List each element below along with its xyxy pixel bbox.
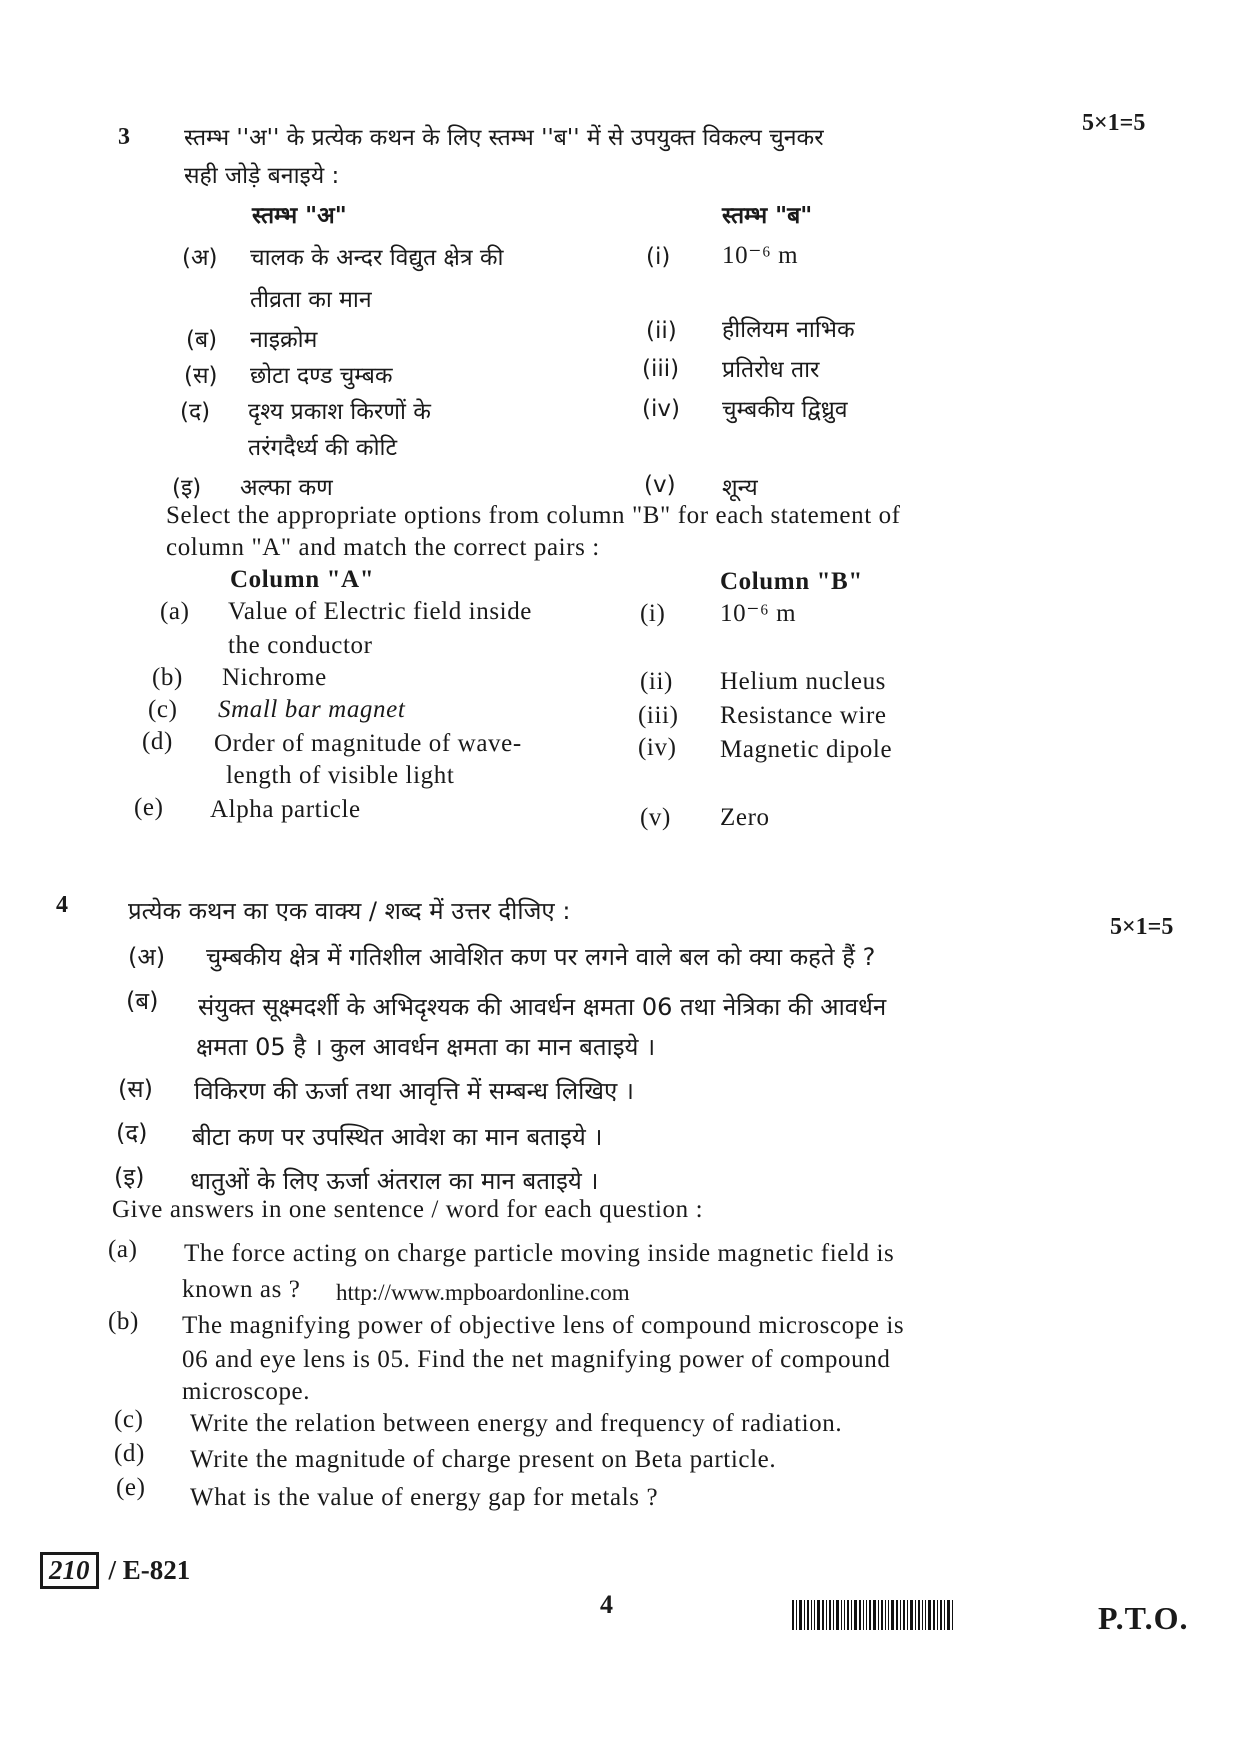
q4-english-text-2b: 06 and eye lens is 05. Find the net magnifying power of compound [182, 1346, 891, 1373]
q3-hindi-a-text-4b: तरंगदैर्ध्य की कोटि [248, 435, 398, 461]
q3-english-a-label-2: (b) [152, 664, 183, 691]
q3-english-col-b-heading: Column "B" [720, 568, 863, 595]
q4-english-text-2: The magnifying power of objective lens of compound microscope is [182, 1312, 905, 1339]
q3-english-b-label-5: (v) [640, 804, 671, 831]
q4-number: 4 [56, 892, 68, 918]
q3-english-a-text-5: Alpha particle [210, 796, 361, 823]
q3-hindi-a-text-1: चालक के अन्दर विद्युत क्षेत्र की [250, 245, 504, 271]
q3-hindi-a-label-2: (ब) [186, 327, 218, 353]
q3-english-a-label-4: (d) [142, 728, 173, 755]
q4-english-instruction: Give answers in one sentence / word for each question : [112, 1196, 704, 1223]
q3-hindi-b-label-1: (i) [646, 244, 671, 270]
q3-english-b-text-3: Resistance wire [720, 702, 887, 729]
q4-hindi-label-3: (स) [118, 1075, 153, 1103]
q4-english-text-5: What is the value of energy gap for metals ? [190, 1484, 659, 1511]
q3-hindi-b-text-4: चुम्बकीय द्विध्रुव [722, 397, 848, 423]
q3-english-instruction-line2: column "A" and match the correct pairs : [166, 534, 600, 561]
q3-hindi-b-label-4: (iv) [642, 396, 680, 422]
q3-hindi-instruction-line2: सही जोड़े बनाइये : [184, 163, 340, 189]
q4-english-label-3: (c) [114, 1406, 144, 1433]
q3-english-col-a-heading: Column "A" [230, 566, 375, 593]
q3-english-b-text-2: Helium nucleus [720, 668, 887, 695]
q3-hindi-instruction-line1: स्तम्भ ''अ'' के प्रत्येक कथन के लिए स्तम्भ ''ब'' में से उपयुक्त विकल्प चुनकर [184, 125, 824, 151]
watermark-url: http://www.mpboardonline.com [336, 1280, 630, 1305]
q4-english-text-4: Write the magnitude of charge present on Beta particle. [190, 1446, 777, 1473]
barcode-image [792, 1600, 955, 1630]
q4-english-label-4: (d) [114, 1440, 145, 1467]
q3-english-b-label-4: (iv) [638, 734, 677, 761]
q3-hindi-b-text-5: शून्य [722, 475, 758, 501]
q4-hindi-text-4: बीटा कण पर उपस्थित आवेश का मान बताइये । [192, 1123, 603, 1151]
q3-number: 3 [118, 124, 130, 150]
q3-english-b-label-2: (ii) [640, 668, 673, 695]
q3-hindi-a-text-1b: तीव्रता का मान [250, 287, 372, 313]
q4-hindi-label-1: (अ) [128, 943, 166, 971]
q4-marks: 5×1=5 [1110, 914, 1174, 940]
q3-hindi-b-label-3: (iii) [642, 356, 680, 382]
q3-hindi-a-label-5: (इ) [172, 475, 202, 501]
q4-hindi-label-5: (इ) [114, 1163, 145, 1191]
q3-english-a-text-3: Small bar magnet [218, 696, 406, 723]
q3-hindi-b-label-2: (ii) [646, 318, 677, 344]
q4-hindi-label-2: (ब) [126, 987, 159, 1015]
q3-hindi-a-label-1: (अ) [182, 245, 218, 271]
q3-hindi-a-text-5: अल्फा कण [240, 475, 333, 501]
q3-hindi-col-a-heading: स्तम्भ "अ" [252, 203, 347, 229]
q3-english-b-text-1: 10⁻⁶ m [720, 600, 797, 627]
q3-hindi-col-b-heading: स्तम्भ "ब" [722, 203, 813, 229]
q3-hindi-b-text-3: प्रतिरोध तार [722, 357, 820, 383]
q3-english-a-label-1: (a) [160, 598, 190, 625]
q4-english-text-2c: microscope. [182, 1378, 311, 1405]
q4-english-text-1b: known as ? [182, 1276, 301, 1303]
q3-english-a-text-1: Value of Electric field inside [228, 598, 532, 625]
q4-hindi-text-2b: क्षमता 05 है । कुल आवर्धन क्षमता का मान बताइये । [196, 1033, 656, 1061]
q4-hindi-text-3: विकिरण की ऊर्जा तथा आवृत्ति में सम्बन्ध लिखिए । [194, 1077, 635, 1105]
q3-hindi-a-label-4: (द) [180, 399, 211, 425]
paper-series: / E-821 [108, 1555, 191, 1585]
q4-english-label-5: (e) [116, 1474, 146, 1501]
q3-hindi-a-text-2: नाइक्रोम [250, 327, 318, 353]
q3-english-a-label-3: (c) [148, 696, 178, 723]
q3-english-b-label-1: (i) [640, 600, 666, 627]
q3-marks: 5×1=5 [1082, 110, 1146, 136]
q4-hindi-text-5: धातुओं के लिए ऊर्जा अंतराल का मान बताइये । [190, 1167, 599, 1195]
q4-hindi-instruction: प्रत्येक कथन का एक वाक्य / शब्द में उत्तर दीजिए : [128, 897, 571, 925]
paper-code [40, 1552, 190, 1589]
q3-hindi-a-label-3: (स) [184, 363, 218, 389]
q3-english-a-text-4: Order of magnitude of wave- [214, 730, 522, 757]
pto-label: P.T.O. [1098, 1600, 1189, 1636]
q4-hindi-label-4: (द) [116, 1119, 148, 1147]
q3-english-a-text-2: Nichrome [222, 664, 327, 691]
q3-english-a-text-1b: the conductor [228, 632, 373, 659]
q3-hindi-b-label-5: (v) [644, 472, 676, 498]
q3-hindi-a-text-4: दृश्य प्रकाश किरणों के [248, 399, 431, 425]
q3-english-a-label-5: (e) [134, 794, 164, 821]
q4-english-label-1: (a) [108, 1236, 138, 1263]
q3-hindi-b-text-1: 10⁻⁶ m [722, 242, 799, 269]
q3-english-b-text-4: Magnetic dipole [720, 736, 893, 763]
q3-hindi-b-text-2: हीलियम नाभिक [722, 317, 855, 343]
q3-hindi-a-text-3: छोटा दण्ड चुम्बक [250, 363, 393, 389]
q4-english-label-2: (b) [108, 1308, 139, 1335]
page-number: 4 [600, 1590, 613, 1619]
paper-code-box: 210 [40, 1552, 99, 1589]
q4-english-text-3: Write the relation between energy and frequency of radiation. [190, 1410, 843, 1437]
q4-hindi-text-2: संयुक्त सूक्ष्मदर्शी के अभिदृश्यक की आवर्धन क्षमता 06 तथा नेत्रिका की आवर्धन [198, 993, 887, 1021]
q4-hindi-text-1: चुम्बकीय क्षेत्र में गतिशील आवेशित कण पर लगने वाले बल को क्या कहते हैं ? [206, 943, 876, 971]
q3-english-b-label-3: (iii) [638, 702, 679, 729]
q3-english-instruction-line1: Select the appropriate options from column "B" for each statement of [166, 502, 901, 529]
q3-english-b-text-5: Zero [720, 804, 770, 831]
q3-english-a-text-4b: length of visible light [226, 762, 455, 789]
q4-english-text-1: The force acting on charge particle moving inside magnetic field is [184, 1240, 895, 1267]
